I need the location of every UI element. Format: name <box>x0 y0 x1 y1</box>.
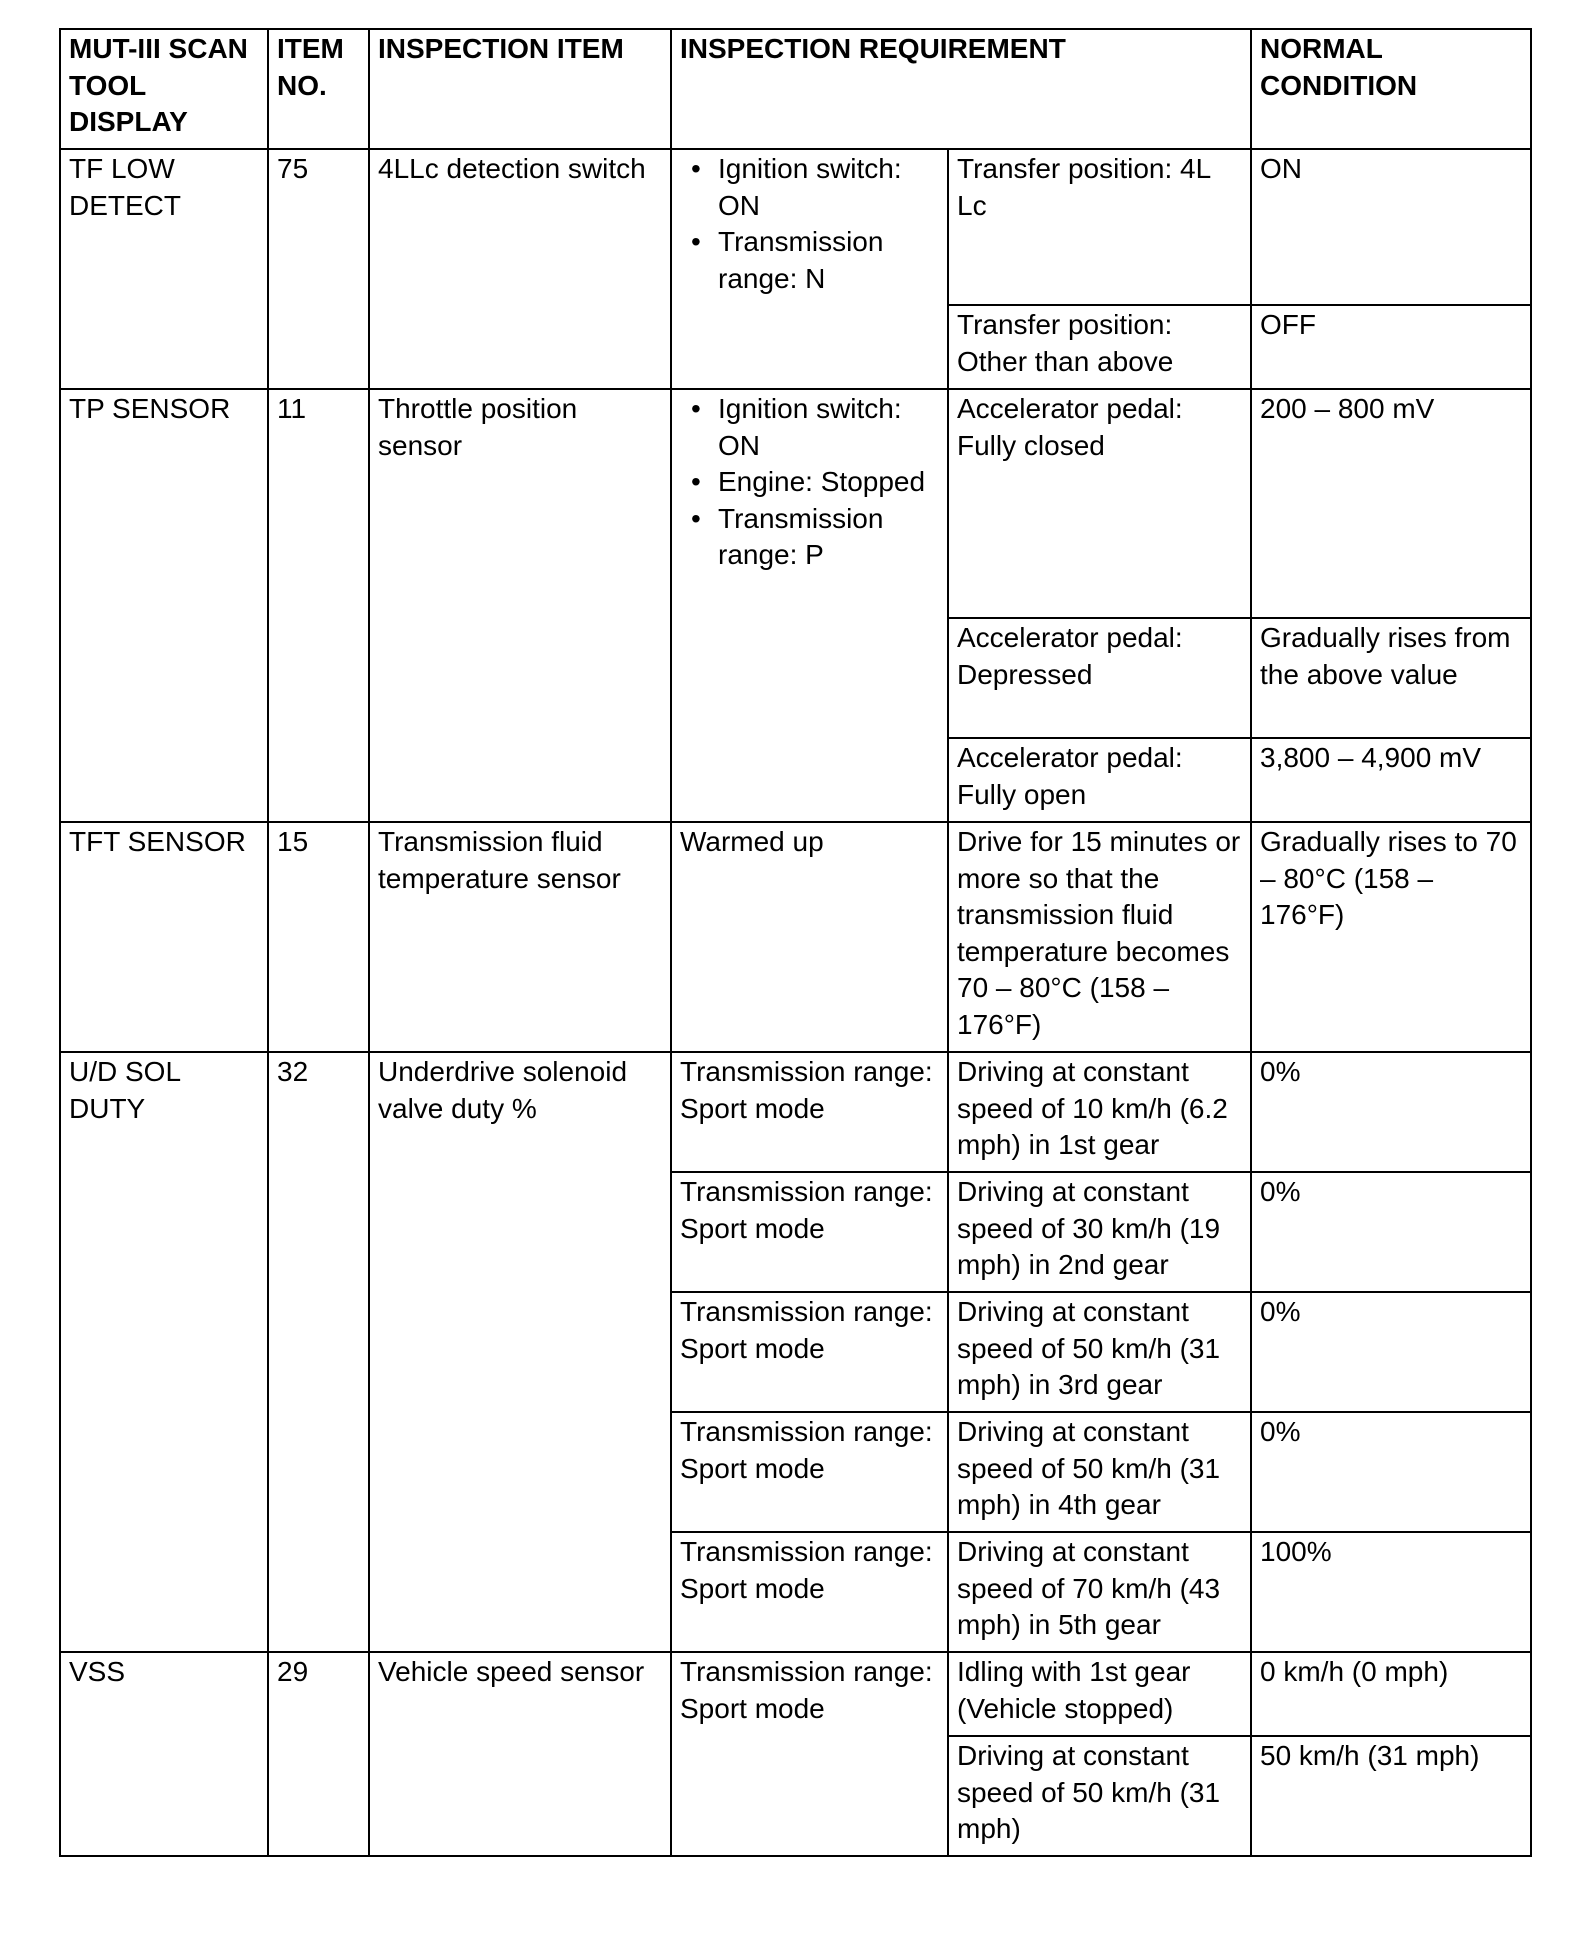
condition-bullet: • Transmission range: N <box>718 224 941 297</box>
normal-cell: 200 – 800 mV <box>1251 389 1531 618</box>
condition-bullet: • Transmission range: P <box>718 501 941 574</box>
normal-cell: 0% <box>1251 1052 1531 1172</box>
item-no-cell: 15 <box>268 822 369 1052</box>
condition-cell: Transmission range: Sport mode <box>671 1412 948 1532</box>
condition-bullet: • Ignition switch: ON <box>718 151 941 224</box>
inspection-item-cell: Vehicle speed sensor <box>369 1652 671 1856</box>
header-row <box>60 29 1531 149</box>
requirement-cell: Driving at constant speed of 50 km/h (31 mph) in 3rd gear <box>948 1292 1251 1412</box>
item-no-cell: 11 <box>268 389 369 822</box>
inspection-item-cell: Throttle position sensor <box>369 389 671 822</box>
condition-list <box>680 391 941 574</box>
normal-cell: Gradually rises to 70 – 80°C (158 – 176°F) <box>1251 822 1531 1052</box>
normal-cell: ON <box>1251 149 1531 305</box>
normal-cell: OFF <box>1251 305 1531 389</box>
normal-cell: 0% <box>1251 1292 1531 1412</box>
requirement-cell: Driving at constant speed of 50 km/h (31 mph) <box>948 1736 1251 1856</box>
inspection-item-cell: Underdrive solenoid valve duty % <box>369 1052 671 1652</box>
requirement-cell: Drive for 15 minutes or more so that the transmission fluid temperature becomes 70 – 80°C (158 – 176°F) <box>948 822 1251 1052</box>
condition-cell: Transmission range: Sport mode <box>671 1652 948 1856</box>
inspection-table <box>59 28 1532 1857</box>
display-cell: VSS <box>60 1652 268 1856</box>
display-cell: TFT SENSOR <box>60 822 268 1052</box>
display-cell: TP SENSOR <box>60 389 268 822</box>
normal-cell: Gradually rises from the above value <box>1251 618 1531 738</box>
table-row <box>60 389 1531 618</box>
table-row <box>60 1652 1531 1736</box>
inspection-item-cell: Transmission fluid temperature sensor <box>369 822 671 1052</box>
header-display: MUT-III SCAN TOOL DISPLAY <box>60 29 268 149</box>
item-no-cell: 75 <box>268 149 369 389</box>
header-inspection-item: INSPECTION ITEM <box>369 29 671 149</box>
condition-cell: Transmission range: Sport mode <box>671 1052 948 1172</box>
requirement-cell: Idling with 1st gear (Vehicle stopped) <box>948 1652 1251 1736</box>
table-row <box>60 149 1531 305</box>
normal-cell: 0 km/h (0 mph) <box>1251 1652 1531 1736</box>
condition-cell <box>671 149 948 389</box>
condition-bullet: • Ignition switch: ON <box>718 391 941 464</box>
condition-cell <box>671 389 948 822</box>
requirement-cell: Driving at constant speed of 10 km/h (6.2 mph) in 1st gear <box>948 1052 1251 1172</box>
requirement-cell: Transfer position: 4L Lc <box>948 149 1251 305</box>
condition-cell: Transmission range: Sport mode <box>671 1532 948 1652</box>
table-row <box>60 1052 1531 1172</box>
condition-cell: Transmission range: Sport mode <box>671 1292 948 1412</box>
normal-cell: 3,800 – 4,900 mV <box>1251 738 1531 822</box>
normal-cell: 0% <box>1251 1412 1531 1532</box>
header-normal-condition: NORMAL CONDITION <box>1251 29 1531 149</box>
normal-cell: 100% <box>1251 1532 1531 1652</box>
requirement-cell: Driving at constant speed of 50 km/h (31 mph) in 4th gear <box>948 1412 1251 1532</box>
condition-cell: Transmission range: Sport mode <box>671 1172 948 1292</box>
display-cell: U/D SOL DUTY <box>60 1052 268 1652</box>
condition-bullet: • Engine: Stopped <box>718 464 941 501</box>
inspection-item-cell: 4LLc detection switch <box>369 149 671 389</box>
requirement-cell: Accelerator pedal: Depressed <box>948 618 1251 738</box>
table-row <box>60 822 1531 1052</box>
item-no-cell: 29 <box>268 1652 369 1856</box>
item-no-cell: 32 <box>268 1052 369 1652</box>
requirement-cell: Accelerator pedal: Fully closed <box>948 389 1251 618</box>
requirement-cell: Accelerator pedal: Fully open <box>948 738 1251 822</box>
header-item-no: ITEM NO. <box>268 29 369 149</box>
normal-cell: 50 km/h (31 mph) <box>1251 1736 1531 1856</box>
condition-cell: Warmed up <box>671 822 948 1052</box>
condition-list <box>680 151 941 297</box>
display-cell: TF LOW DETECT <box>60 149 268 389</box>
header-inspection-requirement: INSPECTION REQUIREMENT <box>671 29 1251 149</box>
requirement-cell: Driving at constant speed of 30 km/h (19 mph) in 2nd gear <box>948 1172 1251 1292</box>
requirement-cell: Transfer position: Other than above <box>948 305 1251 389</box>
requirement-cell: Driving at constant speed of 70 km/h (43 mph) in 5th gear <box>948 1532 1251 1652</box>
normal-cell: 0% <box>1251 1172 1531 1292</box>
